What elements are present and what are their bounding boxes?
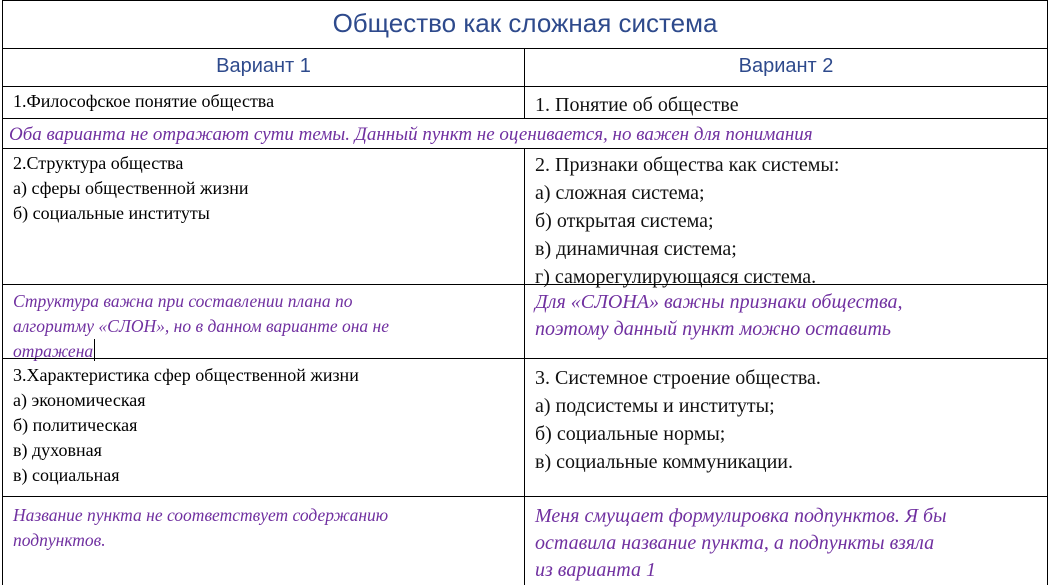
header-variant-1: Вариант 1 — [2, 48, 524, 86]
comment-line: из варианта 1 — [535, 559, 656, 581]
variant2-point-2 — [524, 148, 1048, 288]
comment-line: Оба варианта не отражают сути темы. Данный пункт не оценивается, но важен для понимания — [9, 124, 813, 145]
comment-line: Структура важна при составлении плана по — [13, 291, 353, 311]
header-variant-2: Вариант 2 — [524, 48, 1048, 86]
plan-line: 1.Философское понятие общества — [13, 91, 275, 111]
comment-variant1-point-3 — [2, 496, 524, 585]
comment-text: отражена — [13, 341, 94, 361]
plan-line: б) политическая — [13, 415, 138, 435]
plan-line: 1. Понятие об обществе — [535, 94, 739, 116]
comment-line: алгоритму «СЛОН», но в данном варианте она не — [13, 316, 389, 336]
variant1-point-3 — [2, 358, 524, 496]
plan-line: б) открытая система; — [535, 210, 714, 232]
plan-line: 2. Признаки общества как системы: — [535, 154, 840, 176]
comment-variant2-point-2 — [524, 284, 1048, 358]
plan-line: в) социальные коммуникации. — [535, 451, 793, 473]
plan-line: г) саморегулирующаяся система. — [535, 266, 817, 288]
plan-line: 3. Системное строение общества. — [535, 367, 821, 389]
plan-line: в) динамичная система; — [535, 238, 737, 260]
table-title: Общество как сложная система — [2, 0, 1048, 48]
plan-line: в) социальная — [13, 465, 120, 485]
plan-line: 2.Структура общества — [13, 153, 184, 173]
variant1-point-1 — [2, 86, 524, 118]
comment-line: поэтому данный пункт можно оставить — [535, 318, 892, 340]
comment-variant2-point-3 — [524, 496, 1048, 585]
plan-line: б) социальные институты — [13, 203, 210, 223]
comment-line: оставила название пункта, а подпункты взяла — [535, 532, 935, 554]
comment-line: Для «СЛОНА» важны признаки общества, — [535, 291, 903, 313]
plan-line: в) духовная — [13, 440, 102, 460]
comment-point-1 — [2, 118, 1048, 148]
plan-line: а) подсистемы и институты; — [535, 395, 775, 417]
plan-line: б) социальные нормы; — [535, 423, 726, 445]
plan-line: а) экономическая — [13, 390, 146, 410]
variant2-point-1 — [524, 86, 1048, 118]
variant1-point-2 — [2, 148, 524, 284]
plan-line: а) сферы общественной жизни — [13, 178, 249, 198]
variant2-point-3 — [524, 358, 1048, 496]
plan-line: а) сложная система; — [535, 182, 705, 204]
plan-comparison-table — [2, 0, 1048, 585]
comment-line: Меня смущает формулировка подпунктов. Я бы — [535, 505, 947, 527]
plan-line: 3.Характеристика сфер общественной жизни — [13, 365, 359, 385]
comment-line: Название пункта не соответствует содержанию — [13, 505, 389, 525]
comment-variant1-point-2 — [2, 284, 524, 361]
comment-line: подпунктов. — [13, 530, 106, 550]
